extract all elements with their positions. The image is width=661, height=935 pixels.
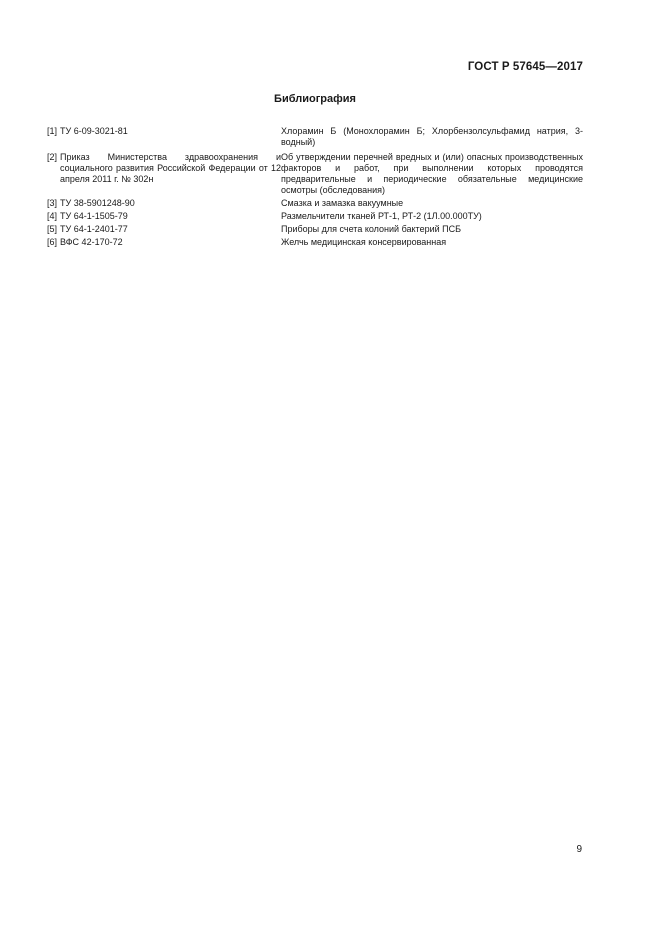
document-code: ГОСТ Р 57645—2017 xyxy=(467,61,583,73)
entry-source: ТУ 64-1-2401-77 xyxy=(60,224,128,234)
bibliography-reference xyxy=(47,237,281,248)
bibliography-entry xyxy=(47,198,583,209)
bibliography-reference xyxy=(47,224,281,235)
entry-number: [3] xyxy=(47,198,58,208)
bibliography-reference xyxy=(47,152,281,196)
bibliography-reference xyxy=(47,211,281,222)
bibliography-entry xyxy=(47,211,583,222)
section-title: Библиография xyxy=(274,93,356,105)
entry-description: Размельчители тканей РТ-1, РТ-2 (1Л.00.000ТУ) xyxy=(281,211,482,221)
entry-number: [2] xyxy=(47,152,58,162)
entry-source: ТУ 38-5901248-90 xyxy=(60,198,135,208)
entry-number: [1] xyxy=(47,126,58,136)
entry-source: ТУ 6-09-3021-81 xyxy=(60,126,128,136)
bibliography-entry xyxy=(47,126,583,148)
bibliography-entry xyxy=(47,224,583,235)
bibliography-entry xyxy=(47,152,583,196)
bibliography-list xyxy=(47,126,583,250)
entry-description: Об утверждении перечней вредных и (или) опасных производственных факторов и работ, при выполнении которых проводятся предварительные и периодические обязательные медицинские осмотры (обследования) xyxy=(281,152,583,195)
bibliography-reference xyxy=(47,126,281,148)
page-number: 9 xyxy=(576,844,582,855)
entry-number: [6] xyxy=(47,237,58,247)
entry-source: Приказ Министерства здравоохранения и социального развития Российской Федерации от 12 апреля 2011 г. № 302н xyxy=(60,152,281,184)
entry-number: [4] xyxy=(47,211,58,221)
entry-description: Смазка и замазка вакуумные xyxy=(281,198,404,208)
entry-source: ТУ 64-1-1505-79 xyxy=(60,211,128,221)
entry-description: Хлорамин Б (Монохлорамин Б; Хлорбензолсульфамид натрия, 3-водный) xyxy=(281,126,583,147)
bibliography-reference xyxy=(47,198,281,209)
entry-description: Желчь медицинская консервированная xyxy=(281,237,447,247)
entry-source: ВФС 42-170-72 xyxy=(60,237,123,247)
bibliography-entry xyxy=(47,237,583,248)
entry-number: [5] xyxy=(47,224,58,234)
entry-description: Приборы для счета колоний бактерий ПСБ xyxy=(281,224,462,234)
